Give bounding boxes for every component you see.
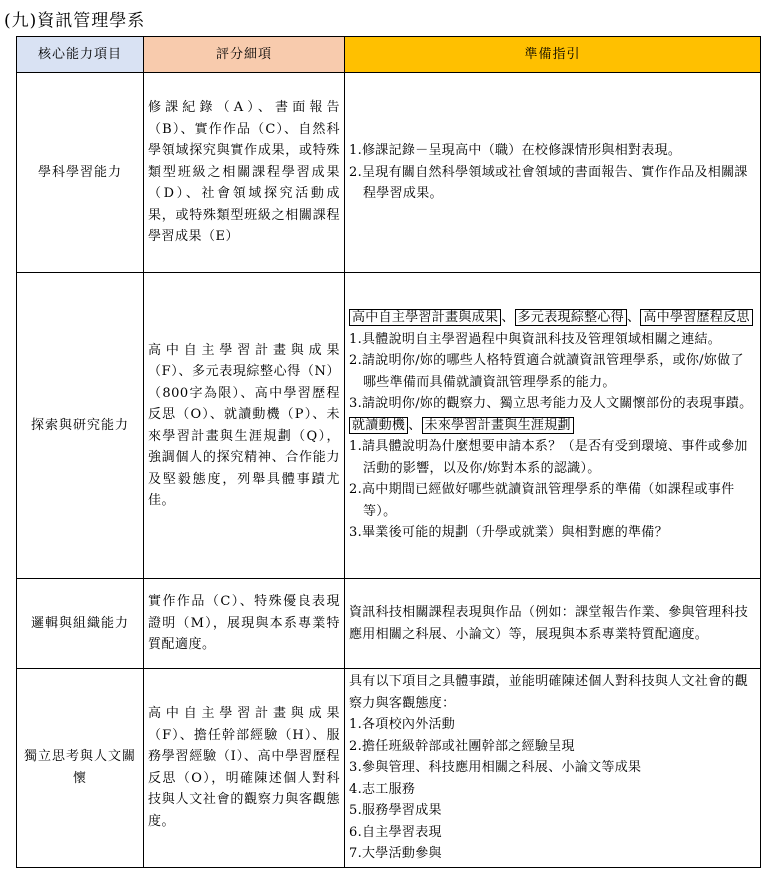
- list-item: 1.具體說明自主學習過程中與資訊科技及管理領域相關之連結。: [349, 331, 722, 347]
- tag-separator: 、: [627, 310, 641, 326]
- guide-list: [349, 329, 756, 415]
- guide-cell: [345, 669, 761, 868]
- guide-intro: 具有以下項目之具體事蹟，並能明確陳述個人對科技與人文社會的觀察力與客觀態度：: [349, 674, 749, 711]
- boxed-tag: 未來學習計畫與生涯規劃: [422, 417, 574, 434]
- header-guide: 準備指引: [345, 37, 761, 73]
- list-item: 6.自主學習表現: [349, 824, 442, 840]
- table-row: [17, 669, 761, 868]
- table-row: [17, 579, 761, 669]
- table-row: [17, 273, 761, 579]
- list-item: 2.擔任班級幹部或社團幹部之經驗呈現: [349, 738, 575, 754]
- detail-cell: 實作作品（C）、特殊優良表現證明（M），展現與本系專業特質配適度。: [144, 579, 345, 669]
- boxed-tag: 就讀動機: [349, 417, 408, 434]
- criteria-table: [16, 36, 761, 868]
- boxed-tag: 高中學習歷程反思: [640, 309, 752, 326]
- ability-cell: 邏輯與組織能力: [17, 579, 144, 669]
- detail-cell: 修課紀錄（A）、書面報告（B）、實作作品（C）、自然科學領域探究與實作成果，或特殊類型班級之相關課程學習成果（D）、社會領域探究活動成果，或特殊類型班級之相關課程學習成果（E）: [144, 73, 345, 273]
- list-item: 1.修課記錄－呈現高中（職）在校修課情形與相對表現。: [349, 143, 682, 159]
- header-ability: 核心能力項目: [17, 37, 144, 73]
- boxed-tag: 高中自主學習計畫與成果: [349, 309, 501, 326]
- header-detail: 評分細項: [144, 37, 345, 73]
- guide-list: [349, 140, 756, 205]
- list-item: 2.呈現有關自然科學領域或社會領域的書面報告、實作作品及相關課程學習成果。: [349, 164, 748, 202]
- list-item: 3.請說明你/妳的觀察力、獨立思考能力及人文關懷部份的表現事蹟。: [349, 396, 753, 412]
- tag-group-2: [349, 415, 756, 437]
- tag-separator: 、: [501, 310, 515, 326]
- list-item: 4.志工服務: [349, 781, 416, 797]
- ability-cell: 探索與研究能力: [17, 273, 144, 579]
- guide-list: [349, 436, 756, 544]
- detail-cell: 高中自主學習計畫與成果（F）、多元表現綜整心得（N）（800字為限）、高中學習歷程反思（O）、就讀動機（P）、未來學習計畫與生涯規劃（Q），強調個人的探究精神、合作能力及堅毅態度，列舉具體事蹟尤佳。: [144, 273, 345, 579]
- ability-cell: 學科學習能力: [17, 73, 144, 273]
- guide-cell: [345, 73, 761, 273]
- list-item: 1.各項校內外活動: [349, 717, 456, 732]
- tag-group-1: [349, 307, 756, 329]
- list-item: 2.高中期間已經做好哪些就讀資訊管理學系的準備（如課程或事件等）。: [349, 482, 735, 519]
- list-item: 3.畢業後可能的規劃（升學或就業）與相對應的準備？: [349, 525, 668, 541]
- tag-separator: 、: [408, 417, 422, 433]
- list-item: 1.請具體說明為什麼想要申請本系？（是否有受到環境、事件或參加活動的影響，以及你/妳對本系的認識）。: [349, 439, 748, 476]
- section-title: (九)資訊管理學系: [4, 11, 146, 31]
- guide-cell: [345, 273, 761, 579]
- list-item: 3.參與管理、科技應用相關之科展、小論文等成果: [349, 760, 642, 775]
- table-row: [17, 73, 761, 273]
- guide-list: [349, 714, 756, 865]
- detail-cell: 高中自主學習計畫與成果（F）、擔任幹部經驗（H）、服務學習經驗（I）、高中學習歷程反思（O），明確陳述個人對科技與人文社會的觀察力與客觀態度。: [144, 669, 345, 868]
- list-item: 2.請說明你/妳的哪些人格特質適合就讀資訊管理學系，或你/妳做了哪些準備而具備就讀資訊管理學系的能力。: [349, 353, 744, 390]
- ability-cell: 獨立思考與人文關懷: [17, 669, 144, 868]
- list-item: 5.服務學習成果: [349, 803, 442, 818]
- guide-cell: 資訊科技相關課程表現與作品（例如：課堂報告作業、參與管理科技應用相關之科展、小論文）等，展現與本系專業特質配適度。: [345, 579, 761, 669]
- table-header-row: [17, 37, 761, 73]
- list-item: 7.大學活動參與: [349, 846, 442, 861]
- boxed-tag: 多元表現綜整心得: [515, 309, 627, 326]
